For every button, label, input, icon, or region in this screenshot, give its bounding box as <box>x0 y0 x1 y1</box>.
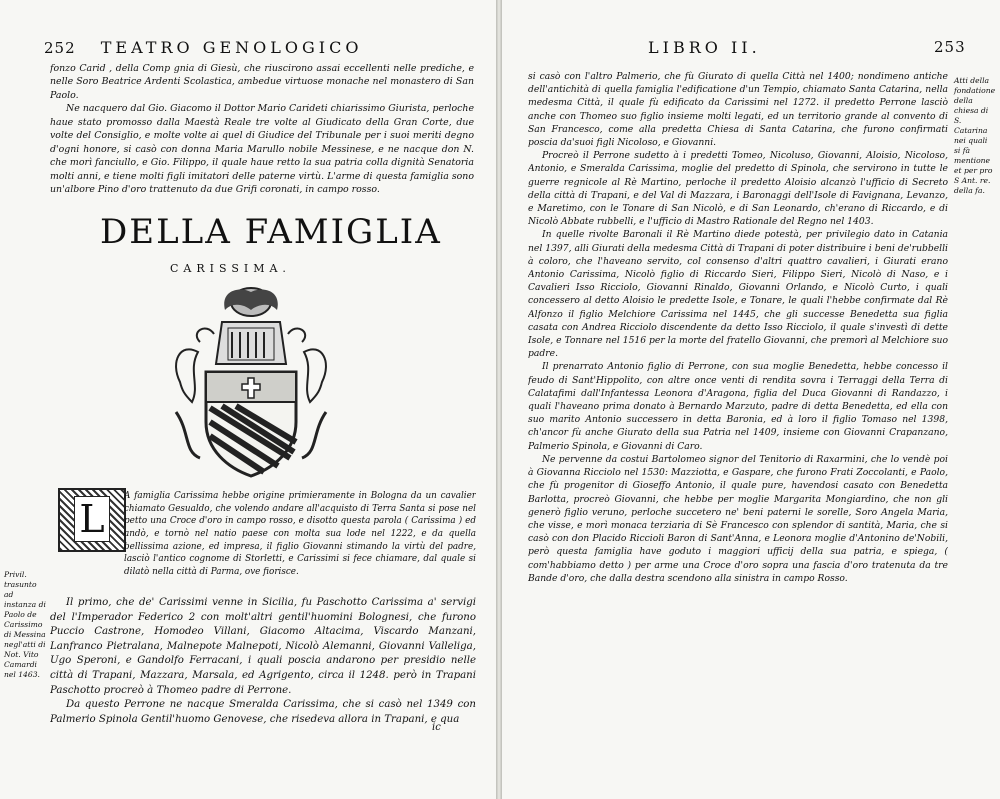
coat-of-arms-icon <box>170 282 332 478</box>
right-page-number: 253 <box>934 38 966 56</box>
left-bottom-intro <box>124 490 476 578</box>
left-margin-note: Privil. trasunto ad instanza di Paolo de Carissimo di Messina negl'atti di Not. Vito Camardi nel 1463. <box>4 570 46 679</box>
left-page <box>0 0 496 799</box>
left-bottom-text <box>50 596 476 736</box>
paragraph: Ne pervenne da costui Bartolomeo signor del Tenitorio di Raxarmini, che lo vendè poi à Giovanna Ricciolo nel 1530: Mazziotta, e Gaspare, che furono Frati Zoccolanti, e Paolo, che fù progenitor di Gioseffo Antonio, il quale pure, havendosi casato con Benedetta Barlotta, procreò Giovanni, che hebbe per moglie Margarita Mongiardino, che non gli generò figlio veruno, perloche succetero ne' beni paterni le sorelle, Soro Angela Maria, che visse, e morì monaca terziaria di Sè Francesco con splendor di santità, Maria, che si casò con don Placido Riccioli Baron di Sant'Anna, e Leonora moglie d'Antonino de'Nobili, però questa famiglia have goduto i maggiori ufficij della sua patria, e spiega, ( com'habbiamo detto ) per arme una Croce d'oro sopra una fascia d'oro tratenuta da tre Bande d'oro, che dalla destra scendono alla sinistra in campo Rosso. <box>528 453 948 584</box>
paragraph: Da questo Perrone ne nacque Smeralda Carissima, che si casò nel 1349 con Palmerio Spinola Gentil'huomo Genovese, che risedeva allora in Trapani, e qua <box>50 699 476 725</box>
paragraph: Procreò il Perrone sudetto à i predetti Tomeo, Nicoluso, Giovanni, Aloisio, Nicoloso, Antonio, e Smeralda Carissima, moglie del predetto di Spinola, che servirono in tutte le guerre regnicole al Rè Martino, perloche il predetto Aloisio alcanzò l'ufficio di Secreto della città di Trapani, e del Val di Mazzara, i Baronaggi dell'Isole di Favignana, Levanzo, e Maretimo, con le Tonare di San Nicolò, e di San Leonardo, ch'erano di Riccardo, e di Nicolò Abbate rubbelli, e l'ufficio di Mastro Rationale del Regno nel 1403. <box>528 150 948 228</box>
dropcap <box>58 488 126 552</box>
paragraph: In quelle rivolte Baronali il Rè Martino diede potestà, per privilegio dato in Catania nel 1397, alli Giurati della medesma Città di Trapani di poter distribuire i beni de'rubbelli à coloro, che l'haveano servito, col consenso d'altri quattro cavalieri, i Giurati erano Antonio Carissima, Nicolò figlio di Riccardo Sieri, Filippo Sieri, Nicolò di Naso, e i Cavalieri Isso Ricciolo, Giovanni Rinaldo, Giovanni Orlando, e Nicolò Curto, i quali concessero al detto Aloisio le predette Isole, e Tonare, le quali l'hebbe confirmate dal Rè Alfonzo il figlio Melchiore Carissima nel 1445, che gli successe Benedetta sua figlia casata con Andrea Ricciolo discendente da detto Isso Ricciolo, il quale s'investì di dette Isole, e Tonnare nel 1516 per la morte del fratello Giovanni, che premorì al Melchiore suo padre. <box>528 229 948 360</box>
left-running-header <box>44 38 362 57</box>
paragraph: si casò con l'altro Palmerio, che fù Giurato di quella Città nel 1400; nondimeno antiche dell'antichità di quella famiglia l'edificatione d'un Tempio, chiamato Santa Catarina, nella medesma Città, il quale fù edificato da Carissimi nel 1272. il predetto Perrone lasciò anche con Thomeo suo figlio insieme molti legati, ed un territorio grande al convento di San Francesco, come alla predetta Chiesa di Santa Catarina, che furono confirmati poscia da'suoi figli Nicoloso, e Giovanni. <box>528 71 948 149</box>
catchword: ic <box>432 722 441 733</box>
paragraph: A famiglia Carissima hebbe origine primieramente in Bologna da un cavalier chiamato Gesualdo, che volendo andare all'acquisto di Terra Santa si pose nel petto una Croce d'oro in campo rosso, e disotto questa parola ( Carissima ) ed andò, e tornò nel natio paese con molta sua lode nel 1222, e da quella bellissima azione, ed impresa, il figlio Giovanni stimando la virtù del padre, lasciò l'antico cognome di Storletti, e Carissimi si fece chiamare, dal quale si dilatò nella città di Parma, ove fiorisce. <box>124 491 476 577</box>
left-running-head: TEATRO GENOLOGICO <box>100 38 363 57</box>
paragraph: Il primo, che de' Carissimi venne in Sicilia, fu Paschotto Carissima a' servigi del l'Imperador Federico 2 con molt'altri gentil'huomini Bolognesi, che furono Puccio Castrone, Homodeo Villani, Giacomo Altacima, Viscardo Manzani, Lanfranco Pietralana, Malnepote Malnepoti, Nicolò Alemanni, Giovanni Valleliga, Ugo Speroni, e Gandolfo Ferracani, i quali poscia andarono per presidio nelle città di Trapani, Mazzara, Marsala, ed Agrigento, circa il 1248. però in Trapani Paschotto procreò à Thomeo padre di Perrone. <box>50 597 476 696</box>
left-top-text <box>50 62 474 208</box>
family-subtitle: CARISSIMA. <box>170 262 291 275</box>
left-page-number: 252 <box>44 39 76 57</box>
right-margin-note: Atti della fondatione della chiesa di S. Catarina nei quali si fà mentione et per pro S Ant. re. della fa. <box>954 76 996 195</box>
dropcap-letter: L <box>74 496 110 542</box>
paragraph: Ne nacquero dal Gio. Giacomo il Dottor Mario Carideti chiarissimo Giurista, perloche haue stato promosso dalla Maestà Reale tre volte al Giudicato della Gran Corte, due volte del Consiglio, e molte volte ai quel di Giudice del Tribunale per i suoi meriti degno d'ogni honore, si casò con donna Maria Marullo nobile Messinese, e ne nacque don N. che morì fanciullo, e Gio. Filippo, il quale haue retto la sua patria colla dignità Senatoria molti anni, e tiene molti figli imitatori delle paterne virtù. L'arme di questa famiglia sono un'albore Pino d'oro trattenuto da due Grifi coronati, in campo rosso. <box>50 103 474 196</box>
right-text <box>528 70 948 610</box>
right-running-head: LIBRO II. <box>648 38 761 57</box>
family-title: DELLA FAMIGLIA <box>100 212 442 252</box>
right-page <box>502 0 1000 799</box>
paragraph: Il prenarrato Antonio figlio di Perrone, con sua moglie Benedetta, hebbe concesso il feudo di Sant'Hippolito, con altre once venti di rendita sovra i Terraggi della Terra di Calatafimi dall'Infantessa Leonora d'Aragona, figlia del Duca Giovanni di Randazzo, i quali l'haveano prima donato à Bernardo Marzuto, padre di detta Benedetta, ed ella con suo marito Antonio successero in detta Baronia, ed à loro il figlio Tomaso nel 1398, ch'ancor fù anche Giurato della sua Patria nel 1409, insieme con Giovanni Crapanzano, Palmerio Spinola, e Giovanni di Caro. <box>528 361 948 452</box>
paragraph: fonzo Carid , della Comp gnia di Giesù, che riuscirono assai eccellenti nelle prediche, e nelle Soro Beatrice Ardenti Scolastica, ambedue virtuose monache nel monastero di San Paolo. <box>50 63 474 101</box>
